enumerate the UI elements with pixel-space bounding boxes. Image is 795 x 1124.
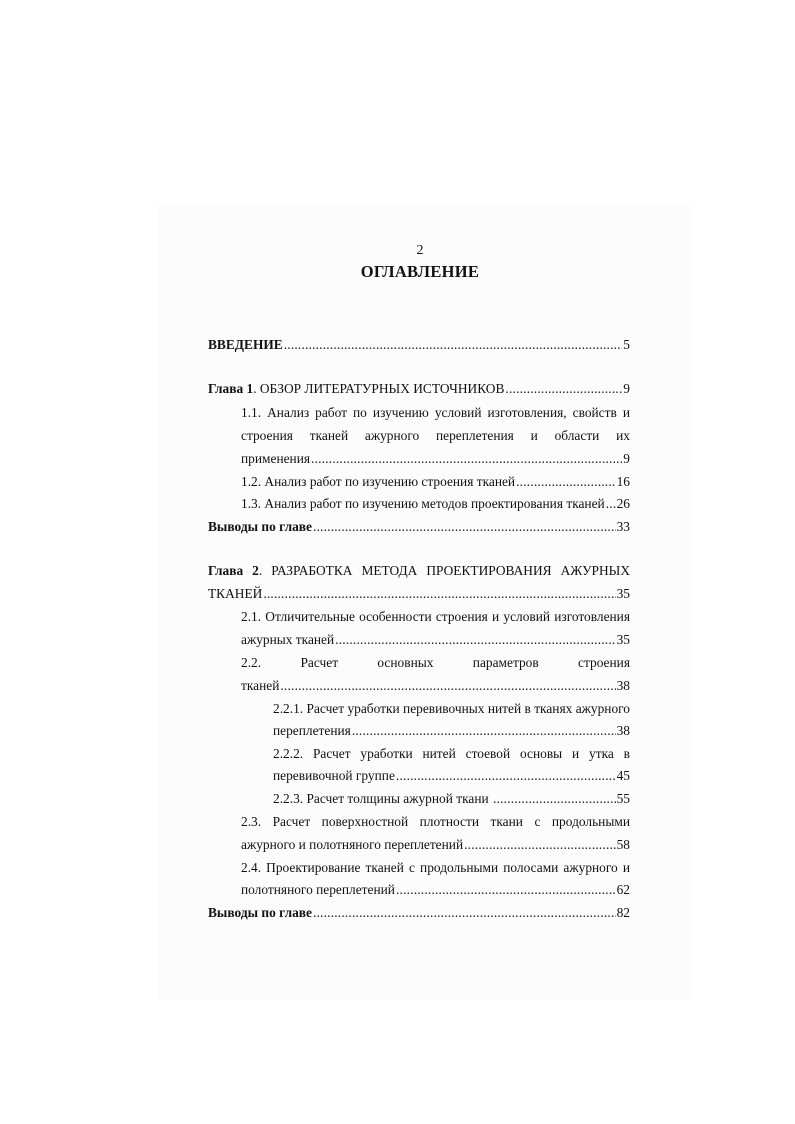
toc-entry-2-1-line[interactable]: 2.1. Отличительные особенности строения и условий изготовления: [241, 609, 630, 624]
toc-entry-1-1-line[interactable]: строения тканей ажурного переплетения и области их: [241, 428, 630, 443]
toc-page: 38: [616, 723, 630, 738]
dot-leader: [313, 518, 616, 536]
dot-leader: [516, 473, 616, 491]
toc-entry-intro[interactable]: [208, 336, 630, 354]
toc-page: 35: [616, 586, 630, 601]
toc-page: 55: [616, 791, 630, 806]
toc-label: . РАЗРАБОТКА МЕТОДА ПРОЕКТИРОВАНИЯ АЖУРНЫХ: [258, 563, 630, 578]
toc-entry-chapter-1[interactable]: [208, 380, 630, 398]
toc-entry-2-2[interactable]: [241, 677, 630, 695]
toc-entry-2-4-line[interactable]: 2.4. Проектирование тканей с продольными полосами ажурного и: [241, 860, 630, 875]
toc-entry-ch2-conclusions[interactable]: [208, 904, 630, 922]
toc-page: 9: [623, 381, 630, 396]
toc-entry-2-3-line[interactable]: 2.3. Расчет поверхностной плотности ткани с продольными: [241, 814, 630, 829]
toc-label: применения: [241, 451, 311, 466]
toc-label: Выводы по главе: [208, 905, 312, 920]
toc-entry-2-2-3[interactable]: [273, 790, 630, 808]
toc-label: ВВЕДЕНИЕ: [208, 337, 283, 352]
toc-entry-1-1-line[interactable]: 1.1. Анализ работ по изучению условий изготовления, свойств и: [241, 405, 630, 420]
toc-label: 1.3. Анализ работ по изучению методов проектирования тканей: [241, 496, 605, 511]
toc-entry-2-2-2-line[interactable]: 2.2.2. Расчет уработки нитей стоевой основы и утка в: [273, 746, 630, 761]
toc-page: 38: [616, 678, 630, 693]
toc-page: 58: [616, 837, 630, 852]
toc-label: ажурных тканей: [241, 632, 335, 647]
toc-entry-2-3[interactable]: [241, 836, 630, 854]
toc-entry-ch1-conclusions[interactable]: [208, 518, 630, 536]
dot-leader: [311, 450, 622, 468]
dot-leader: [493, 790, 616, 808]
chapter-prefix: Глава 1: [208, 381, 254, 396]
dot-leader: [464, 836, 615, 854]
toc-page: 82: [616, 905, 630, 920]
toc-entry-2-2-2[interactable]: [273, 767, 630, 785]
toc-page: 35: [616, 632, 630, 647]
dot-leader: [396, 767, 616, 785]
toc-entry-1-2[interactable]: [241, 473, 630, 491]
toc-page: 26: [616, 496, 630, 511]
page-title: ОГЛАВЛЕНИЕ: [360, 262, 480, 281]
dot-leader: [280, 677, 615, 695]
chapter-prefix: Глава 2: [208, 563, 259, 578]
toc-entry-2-2-line[interactable]: 2.2. Расчет основных параметров строения: [241, 655, 630, 670]
dot-leader: [396, 881, 616, 899]
toc-entry-2-2-1-line[interactable]: 2.2.1. Расчет уработки перевивочных нитей в тканях ажурного: [273, 701, 630, 716]
toc-entry-1-3[interactable]: [241, 495, 630, 513]
toc-label: переплетения: [273, 723, 351, 738]
dot-leader: [505, 380, 622, 398]
dot-leader: [263, 585, 615, 603]
toc-entry-2-4[interactable]: [241, 881, 630, 899]
dot-leader: [335, 631, 615, 649]
toc-entry-chapter-2-line[interactable]: [208, 562, 630, 580]
toc-entry-2-2-1[interactable]: [273, 722, 630, 740]
toc-label: 2.2.3. Расчет толщины ажурной ткани: [273, 791, 493, 806]
toc-label: перевивочной группе: [273, 768, 395, 783]
toc-page: 5: [623, 337, 630, 352]
page-number: 2: [416, 243, 424, 258]
toc-page: 62: [616, 882, 630, 897]
toc-label: Выводы по главе: [208, 519, 312, 534]
toc-page: 9: [623, 451, 630, 466]
toc-entry-2-1[interactable]: [241, 631, 630, 649]
toc-label: тканей: [241, 678, 280, 693]
dot-leader: [284, 336, 623, 354]
toc-entry-1-1[interactable]: [241, 450, 630, 468]
toc-label: полотняного переплетений: [241, 882, 395, 897]
dot-leader: [606, 495, 616, 513]
toc-label: 1.2. Анализ работ по изучению строения тканей: [241, 474, 516, 489]
toc-label: ажурного и полотняного переплетений: [241, 837, 464, 852]
toc-label: . ОБЗОР ЛИТЕРАТУРНЫХ ИСТОЧНИКОВ: [253, 381, 505, 396]
dot-leader: [352, 722, 616, 740]
toc-page: 33: [616, 519, 630, 534]
toc-label: ТКАНЕЙ: [208, 586, 263, 601]
toc-page: 16: [616, 474, 630, 489]
toc-entry-chapter-2[interactable]: [208, 585, 630, 603]
dot-leader: [313, 904, 616, 922]
toc-page: 45: [616, 768, 630, 783]
